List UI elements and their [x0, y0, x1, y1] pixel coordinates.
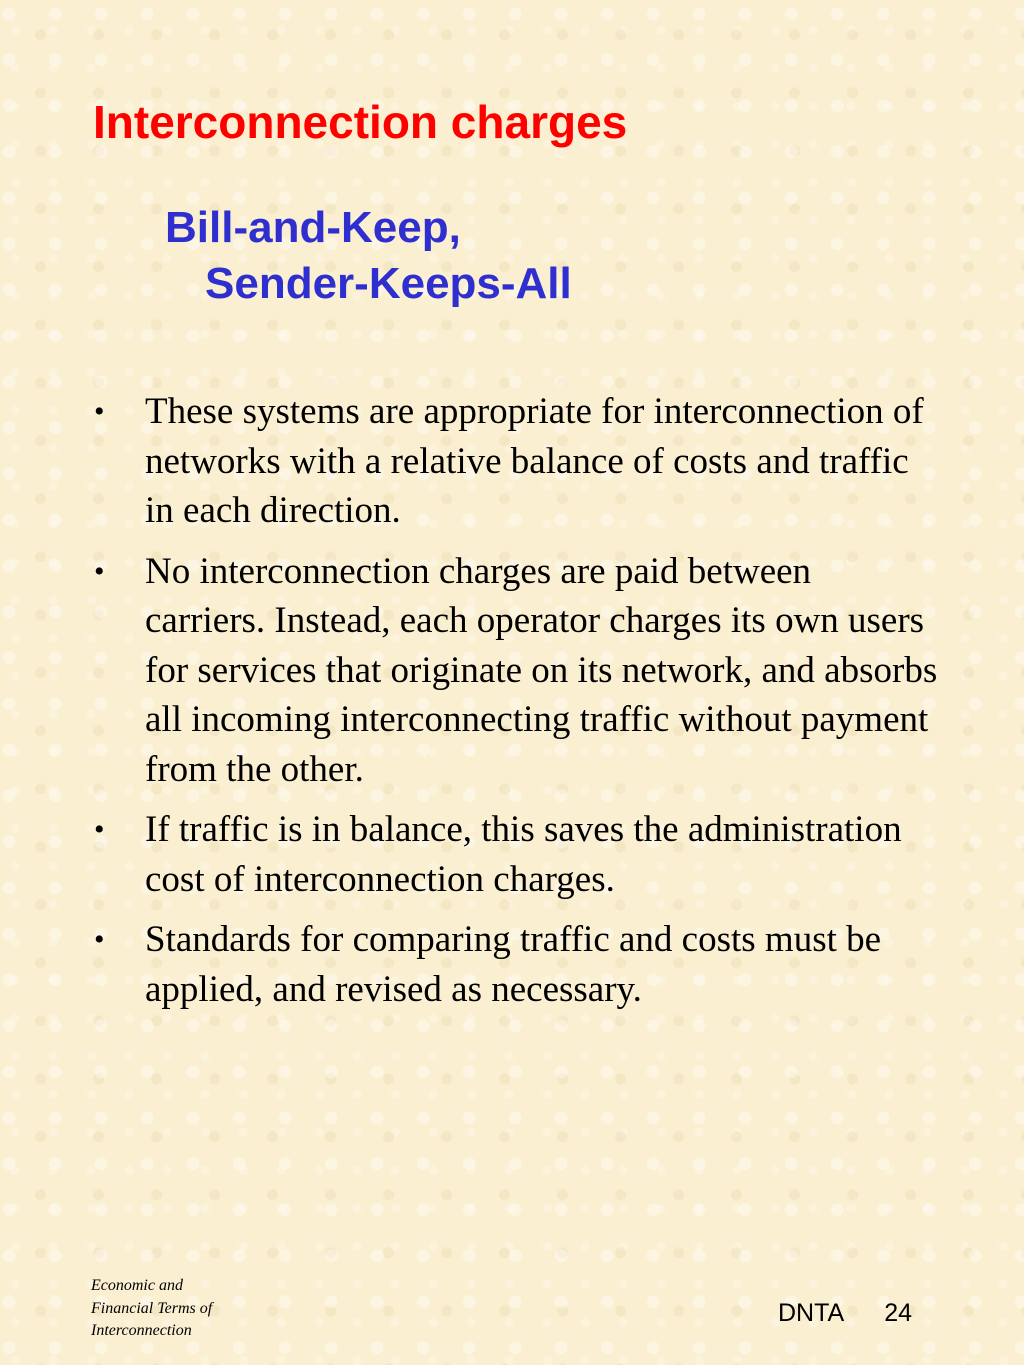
bullet-text: If traffic is in balance, this saves the administration cost of interconnection charges.	[145, 809, 902, 900]
bullet-text: Standards for comparing traffic and costs must be applied, and revised as necessary.	[145, 919, 882, 1010]
bullet-icon: •	[94, 554, 105, 588]
footer-source-line: Financial Terms of	[91, 1299, 213, 1317]
bullet-list	[90, 387, 940, 1025]
footer-source-line: Interconnection	[91, 1322, 192, 1339]
bullet-item	[90, 387, 940, 536]
bullet-icon: •	[94, 395, 105, 428]
bullet-item	[90, 805, 940, 904]
footer-source	[91, 1275, 271, 1343]
slide-subtitle	[165, 200, 572, 312]
footer-source-line: Economic and	[91, 1277, 183, 1294]
bullet-text: No interconnection charges are paid between carriers. Instead, each operator charges its own users for services that originate on its network, and absorbs all incoming interconnecting traffic without payment from the other.	[145, 550, 938, 790]
subtitle-line-1: Bill-and-Keep,	[165, 203, 461, 252]
bullet-item	[90, 547, 940, 795]
bullet-text: These systems are appropriate for interconnection of networks with a relative balance of costs and traffic in each direction.	[145, 391, 924, 531]
bullet-icon: •	[94, 813, 105, 846]
page-number: 24	[884, 1299, 913, 1327]
footer-right	[778, 1298, 912, 1328]
bullet-item	[90, 915, 940, 1014]
slide-title: Interconnection charges	[93, 96, 628, 148]
bullet-icon: •	[94, 923, 105, 956]
subtitle-line-2: Sender-Keeps-All	[205, 259, 572, 308]
footer-label: DNTA	[778, 1299, 845, 1327]
